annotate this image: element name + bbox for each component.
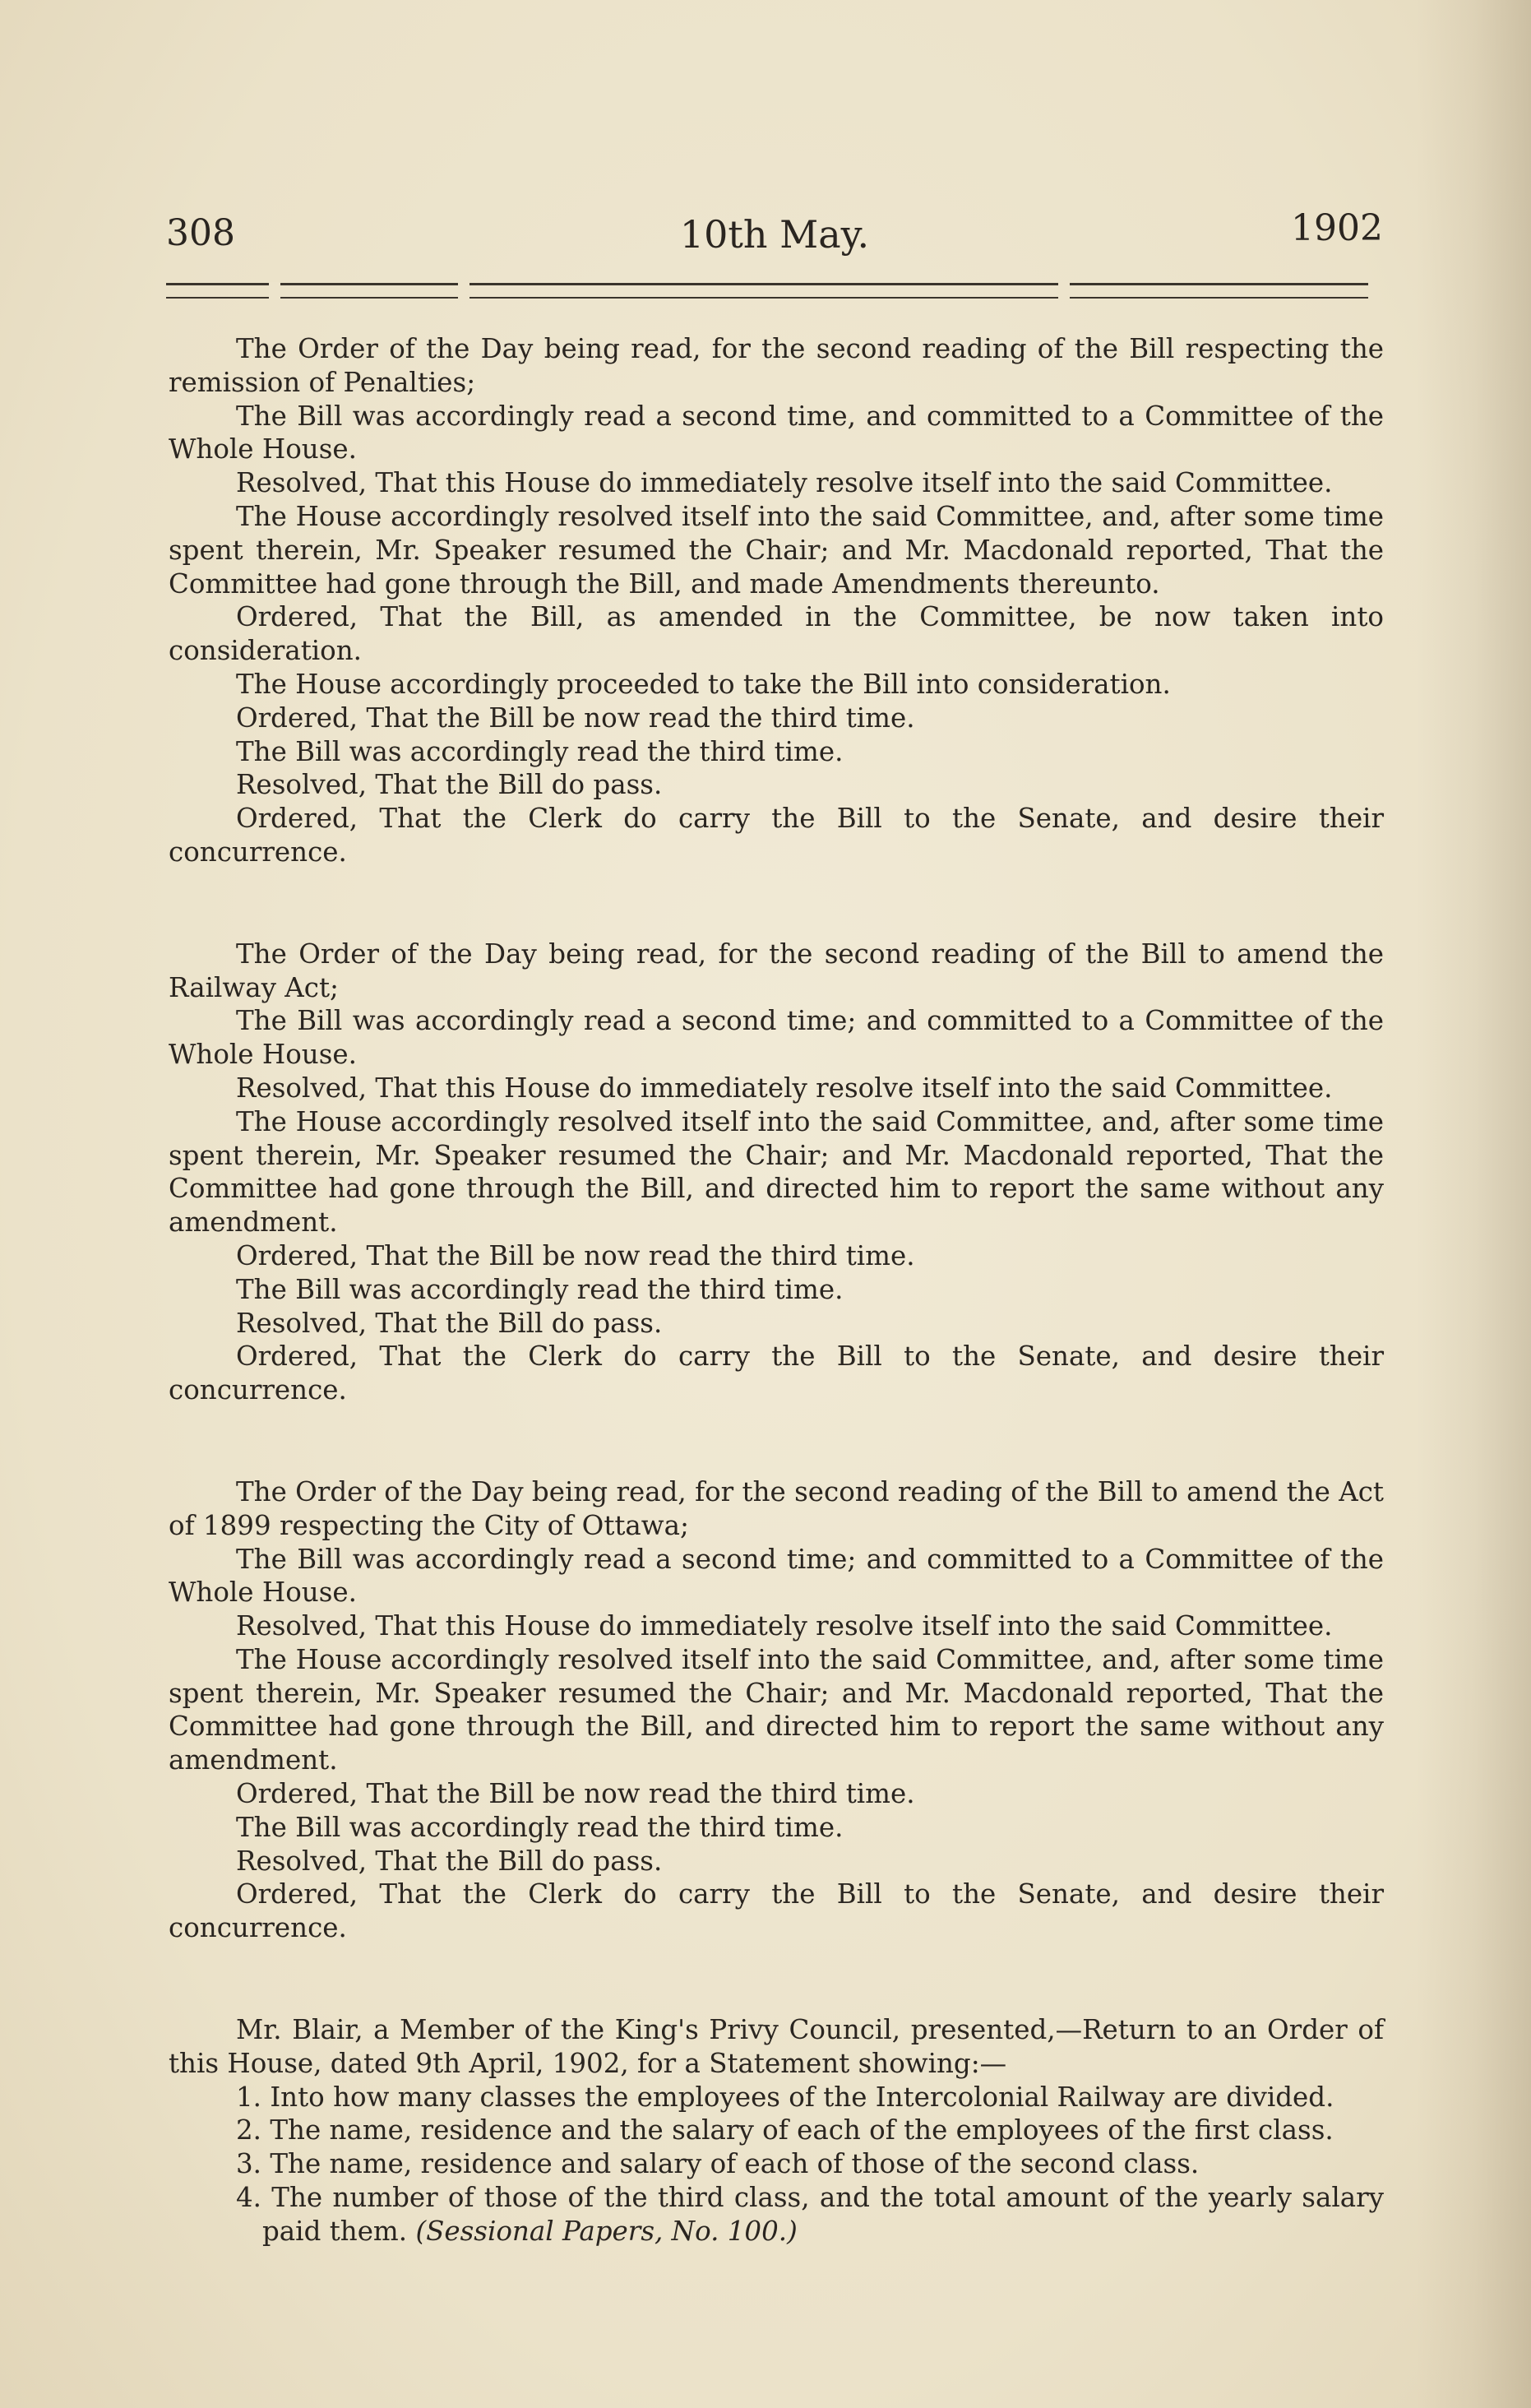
- paragraph: Resolved, That the Bill do pass.: [236, 769, 663, 801]
- return-item-text: 4. The number of those of the third class, and the total amount of the yearly salary paid them.: [236, 2182, 1384, 2247]
- paragraph: The Bill was accordingly read the third time.: [236, 1811, 844, 1843]
- bill-section-railway-act: [169, 938, 1384, 1407]
- paragraph: The Order of the Day being read, for the second reading of the Bill to amend the Railway Act;: [169, 938, 1384, 1003]
- paragraph: Resolved, That the Bill do pass.: [236, 1307, 663, 1339]
- page-header: [166, 204, 1383, 270]
- paragraph: Ordered, That the Bill, as amended in the Committee, be now taken into consideration.: [169, 601, 1384, 667]
- page-year: 1902: [1291, 207, 1383, 249]
- paragraph: Resolved, That this House do immediately resolve itself into the said Committee.: [236, 467, 1333, 499]
- paragraph: The House accordingly proceeded to take the Bill into consideration.: [236, 668, 1171, 700]
- bill-section-remission-of-penalties: [169, 332, 1384, 869]
- paragraph: Resolved, That this House do immediately resolve itself into the said Committee.: [236, 1610, 1333, 1642]
- return-item: 3. The name, residence and salary of each of those of the second class.: [236, 2148, 1200, 2180]
- page-binding-shadow: [1416, 0, 1531, 2408]
- paragraph: The Order of the Day being read, for the second reading of the Bill to amend the Act of 1899 respecting the City of Ottawa;: [169, 1475, 1384, 1541]
- page-number: 308: [166, 212, 235, 254]
- paragraph: The Bill was accordingly read the third time.: [236, 1273, 844, 1305]
- paragraph: The Bill was accordingly read a second time, and committed to a Committee of the Whole House.: [169, 400, 1384, 465]
- return-item: 2. The name, residence and the salary of each of the employees of the first class.: [236, 2114, 1334, 2146]
- paragraph: Ordered, That the Bill be now read the third time.: [236, 1239, 915, 1271]
- return-intro: Mr. Blair, a Member of the King's Privy Council, presented,—Return to an Order of this House, dated 9th April, 1902, for a Statement showing:—: [169, 2014, 1384, 2079]
- return-section: [169, 2013, 1384, 2248]
- paragraph: The Bill was accordingly read a second time; and committed to a Committee of the Whole House.: [169, 1005, 1384, 1071]
- sessional-paper-citation: (Sessional Papers, No. 100.): [415, 2215, 798, 2247]
- paragraph: Resolved, That this House do immediately resolve itself into the said Committee.: [236, 1072, 1333, 1104]
- header-double-rule: [166, 283, 1368, 299]
- paragraph: The Bill was accordingly read a second time; and committed to a Committee of the Whole House.: [169, 1543, 1384, 1609]
- document-body: [169, 332, 1384, 2248]
- paragraph: The House accordingly resolved itself into the said Committee, and, after some time spent therein, Mr. Speaker resumed the Chair; and Mr. Macdonald reported, That the Committee had gone through the Bill, and directed him to report the same without any amendment.: [169, 1105, 1384, 1239]
- page-date-heading: 10th May.: [679, 212, 870, 257]
- return-item: 1. Into how many classes the employees of the Intercolonial Railway are divided.: [236, 2081, 1334, 2113]
- paragraph: Ordered, That the Clerk do carry the Bill to the Senate, and desire their concurrence.: [169, 1878, 1384, 1944]
- paragraph: The Bill was accordingly read the third time.: [236, 735, 844, 767]
- paragraph: The Order of the Day being read, for the second reading of the Bill respecting the remission of Penalties;: [169, 333, 1384, 398]
- paragraph: Resolved, That the Bill do pass.: [236, 1845, 663, 1877]
- paragraph: The House accordingly resolved itself into the said Committee, and, after some time spent therein, Mr. Speaker resumed the Chair; and Mr. Macdonald reported, That the Committee had gone through the Bill, and made Amendments thereunto.: [169, 500, 1384, 600]
- paragraph: Ordered, That the Bill be now read the third time.: [236, 702, 915, 734]
- return-item: [169, 2181, 1384, 2248]
- bill-section-city-of-ottawa: [169, 1475, 1384, 1945]
- paragraph: Ordered, That the Bill be now read the third time.: [236, 1778, 915, 1810]
- paragraph: Ordered, That the Clerk do carry the Bill to the Senate, and desire their concurrence.: [169, 803, 1384, 868]
- paragraph: Ordered, That the Clerk do carry the Bill to the Senate, and desire their concurrence.: [169, 1341, 1384, 1406]
- paragraph: The House accordingly resolved itself into the said Committee, and, after some time spent therein, Mr. Speaker resumed the Chair; and Mr. Macdonald reported, That the Committee had gone through the Bill, and directed him to report the same without any amendment.: [169, 1643, 1384, 1776]
